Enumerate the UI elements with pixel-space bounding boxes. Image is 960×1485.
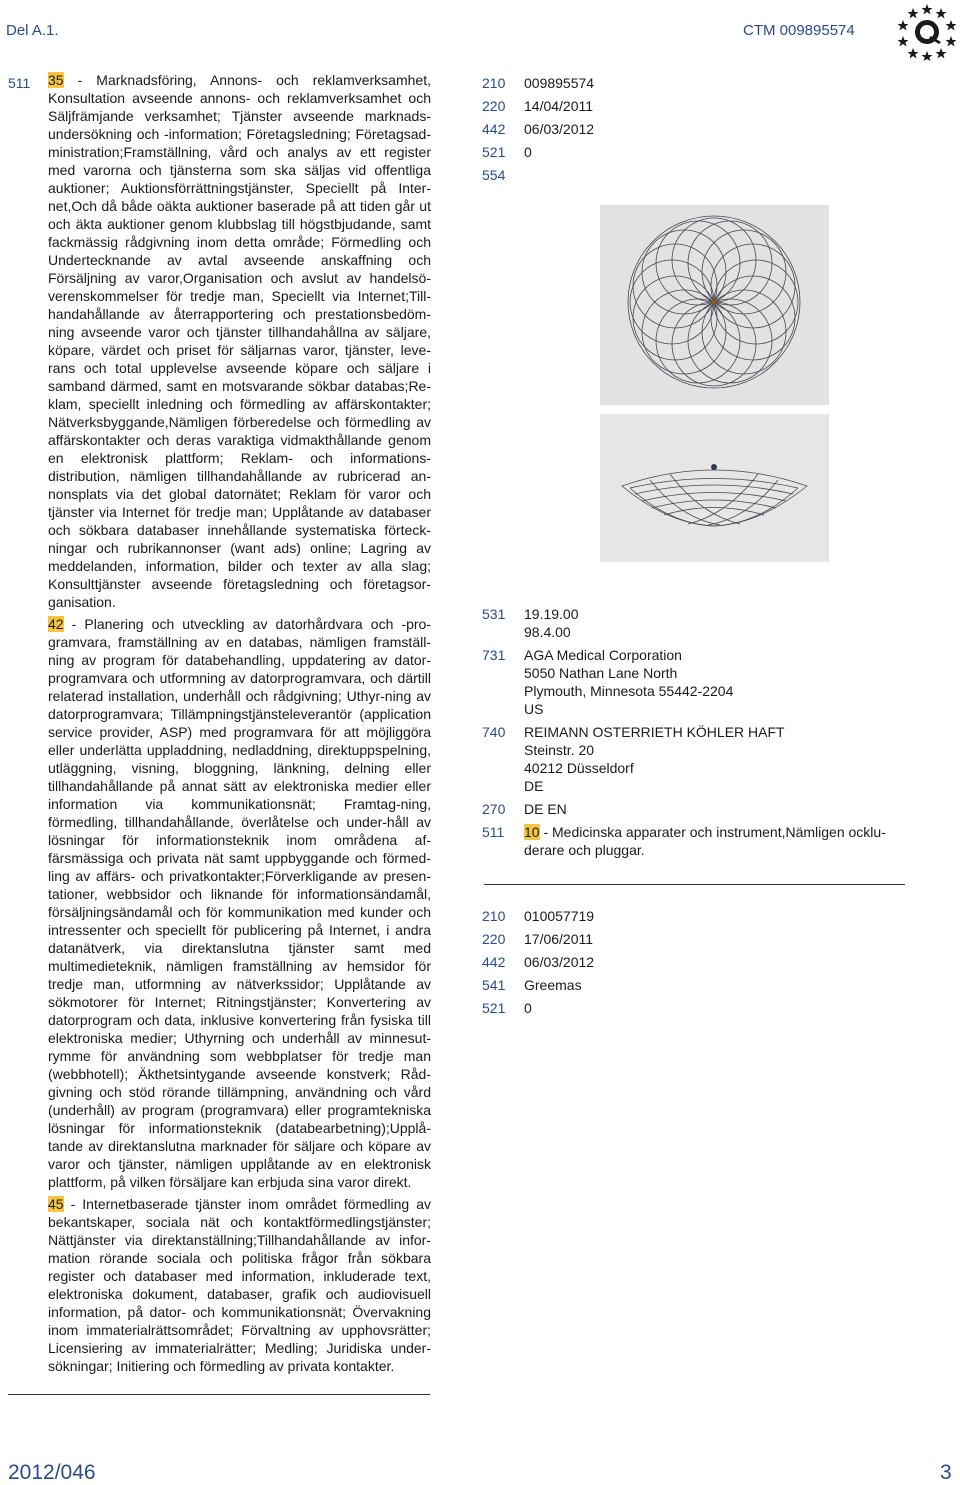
goods-services-column (48, 71, 431, 1375)
eu-office-logo (895, 2, 959, 62)
field-value: 0 (524, 1000, 532, 1016)
field-code: 521 (482, 144, 506, 160)
field-code: 541 (482, 977, 506, 993)
field-code: 531 (482, 606, 506, 622)
field-code: 220 (482, 931, 506, 947)
applicant-country: US (524, 701, 544, 717)
field-code: 442 (482, 121, 506, 137)
field-code: 210 (482, 75, 506, 91)
section-label: Del A.1. (6, 22, 59, 39)
field-value: 98.4.00 (524, 624, 571, 640)
class-10-number: 10 (524, 824, 540, 840)
field-value: 009895574 (524, 75, 595, 91)
issue-number: 2012/046 (8, 1461, 96, 1484)
representative-street: Steinstr. 20 (524, 742, 595, 758)
class-10-paragraph (524, 823, 889, 859)
field-code: 220 (482, 98, 506, 114)
class-45-text: - Internetbaserade tjänster inom området förmedling av bekantskaper, sociala nät och kontaktförmedlingstjänster; Nättjänster via direktanställning;Tillhandahållande av infor-mation rörande sociala och politiska frågor från sökbara register och databaser med information, inkluderade text, elektroniska dokument, databaser, grafik och audiovisuell information, på dator- och kommunikationsnät; Övervakning inom immaterialrättsområdet; Förvaltning av upphovsrätter; Licensiering av immaterialrätter; Medling; Juridiska under-sökningar; Initiering och förmedling av privata kontakter. (48, 1196, 431, 1374)
representative-name: REIMANN OSTERRIETH KÖHLER HAFT (524, 724, 785, 740)
class-42-number: 42 (48, 616, 64, 632)
representative-country: DE (524, 778, 544, 794)
field-code: 554 (482, 167, 506, 183)
applicant-street: 5050 Nathan Lane North (524, 665, 678, 681)
field-code: 731 (482, 647, 506, 663)
field-value: 010057719 (524, 908, 595, 924)
field-value: 0 (524, 144, 532, 160)
trademark-image-top-view (600, 205, 829, 405)
representative-city: 40212 Düsseldorf (524, 760, 634, 776)
divider-right (484, 884, 905, 885)
field-value: 06/03/2012 (524, 954, 595, 970)
class-35-text: - Marknadsföring, Annons- och reklamverksamhet, Konsultation avseende annons- och reklamverksamhet och Säljfrämjande verksamhet; Tjänster avseende marknads-undersökning och -information; Företagsledning; Företagsad-ministration;Framställning, vård och analys av ett register med varorna och tjänsterna som ska säljas vid offentliga auktioner; Auktionsförrättningstjänster, Speciellt på Inter-net,Och då både oäkta auktioner baserade på att tiden går ut och äkta auktioner genom klubbslag till högstbjudande, samt fackmässig rådgivning inom detta område; Förmedling och Undertecknande av avtal avseende anskaffning och Försäljning av varor,Organisation och avslut av handelsö-verenskommelser för tredje man, Speciellt via Internet;Till-handahållande av återrapportering och prestationsbedöm-ning avseende varor och tjänster tillhandahållna av säljare, köpare, värdet och priset för säljarnas varor, tjänster, leve-rans och total upplevelse avseende köpare och säljare i samband därmed, samt en motsvarande sökbar databas;Re-klam, speciellt inledning och förmedling av affärskontakter; Nätverksbyggande,Nämligen förberedelse och förmedling av affärskontakter och deras varaktiga vidmakthållande genom en elektronisk plattform; Reklam- och informations-distribution, nämligen tillhandahållande av rubricerad an-nonsplats via det global datornätet; Reklam för varor och tjänster via Internet för tredje man; Upplåtande av databaser och sökbara databaser innehållande systematiska förteck-ningar och rubrikannonser (want ads) online; Lagring av meddelanden, information, bilder och texter av alla slag; Konsulttjänster avseende företagsledning och företagsor-ganisation. (48, 72, 431, 610)
class-45-number: 45 (48, 1196, 64, 1212)
field-code: 740 (482, 724, 506, 740)
page-number: 3 (940, 1461, 952, 1484)
class-45-paragraph (48, 1195, 431, 1375)
divider-left (8, 1394, 430, 1395)
class-35-paragraph (48, 71, 431, 611)
field-value: 06/03/2012 (524, 121, 595, 137)
field-code-511: 511 (8, 75, 31, 91)
trademark-number: CTM 009895574 (743, 22, 855, 39)
field-code: 521 (482, 1000, 506, 1016)
field-code: 442 (482, 954, 506, 970)
class-35-number: 35 (48, 72, 64, 88)
field-value: 14/04/2011 (524, 98, 594, 114)
field-value: 17/06/2011 (524, 931, 594, 947)
field-code: 511 (482, 824, 505, 840)
field-code: 270 (482, 801, 506, 817)
field-value: Greemas (524, 977, 582, 993)
field-code: 210 (482, 908, 506, 924)
applicant-name: AGA Medical Corporation (524, 647, 682, 663)
field-value: 19.19.00 (524, 606, 579, 622)
class-42-paragraph (48, 615, 431, 1191)
languages: DE EN (524, 801, 567, 817)
trademark-image-side-view (600, 414, 829, 562)
applicant-city: Plymouth, Minnesota 55442-2204 (524, 683, 734, 699)
class-10-text: - Medicinska apparater och instrument,Nämligen ocklu-derare och pluggar. (524, 824, 886, 858)
class-42-text: - Planering och utveckling av datorhårdvara och -pro-gramvara, framställning av en databas, nämligen framställ-ning av program för databehandling, uppdatering av dator-programvara och utformning av datorprogramvara, och därtill relaterad installation, underhåll och rådgivning; Uthyr-ning av datorprogramvara; Tillämpningstjänsteleverantör (application service provider, ASP) med programvara för att möjliggöra eller underlätta uppladdning, nedladdning, direktuppspelning, utläggning, visning, bloggning, länkning, delning eller tillhandahållande på annat sätt av elektroniska medier eller information via kommunikationsnät; Framtag-ning, förmedling, tillhandahållande, överlåtelse och under-håll av lösningar för informationsteknik inom områdena af-färsmässiga och privata nät samt uppbyggande och förmed-ling av affärs- och privatkontakter;Förverkligande av presen-tationer, webbsidor och liknande för informationsändamål, försäljningsändamål och för kommunikation med kunder och intressenter och speciellt för publicering på Internet, i andra datanätverk, via direktanslutna tjänster samt med multimedieteknik, nämligen framställning av hemsidor för tredje man, utformning av nätverkssidor; Upplåtande av sökmotorer för Internet; Ritningstjänster; Konvertering av datorprogram och data, inklusive konvertering från fysiska till elektroniska medier; Uthyrning och underhåll av minnesut-rymme för användning som webbplatser för tredje man (webbhotell); Äkthetsintygande avseende konstverk; Råd-givning och stöd rörande tillämpning, användning och vård (underhåll) av program (programvara) eller programtekniska lösningar för informationsteknik (databearbetning);Upplå-tande av direktanslutna marknader för säljare och köpare av varor och tjänster, nämligen upplåtande av en elektronisk plattform, på vilken försäljare kan erbjuda sina varor direkt. (48, 616, 431, 1190)
